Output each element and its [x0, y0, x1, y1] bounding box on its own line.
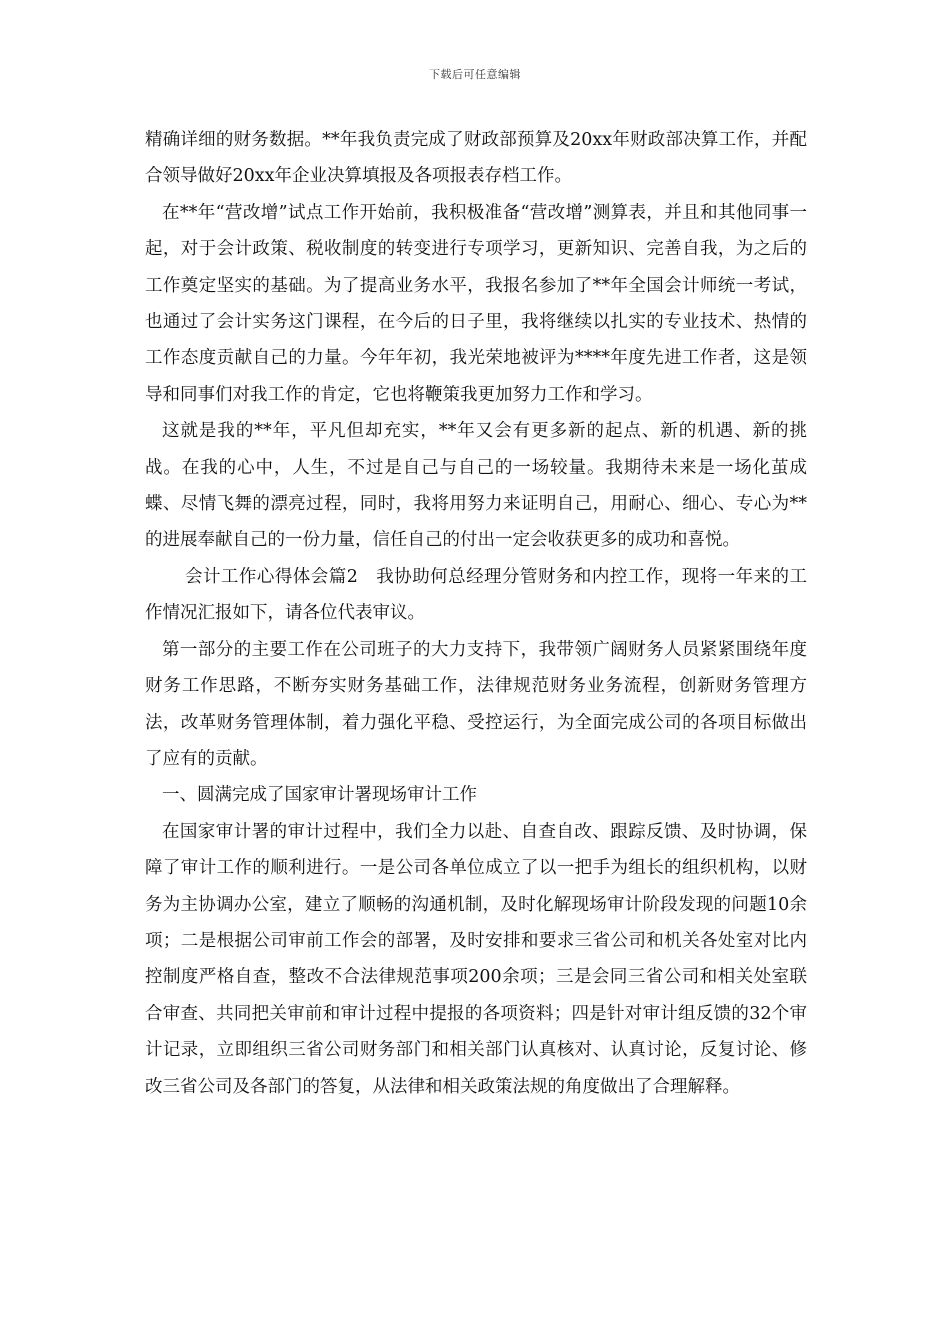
paragraph-2: 在**年“营改增”试点工作开始前，我积极准备“营改增”测算表，并且和其他同事一起，对于会计政策、税收制度的转变进行专项学习，更新知识、完善自我，为之后的工作奠定坚实的基础。为了提高业务水平，我报名参加了**年全国会计师统一考试，也通过了会计实务这门课程，在今后的日子里，我将继续以扎实的专业技术、热情的工作态度贡献自己的力量。今年年初，我光荣地被评为****年度先进工作者，这是领导和同事们对我工作的肯定，它也将鞭策我更加努力工作和学习。 [145, 202, 807, 405]
paragraph-4: 会计工作心得体会篇2 我协助何总经理分管财务和内控工作，现将一年来的工作情况汇报如下，请各位代表审议。 [145, 566, 807, 624]
paragraph-1: 精确详细的财务数据。**年我负责完成了财政部预算及20xx年财政部决算工作，并配合领导做好20xx年企业决算填报及各项报表存档工作。 [145, 130, 807, 187]
paragraph-3: 这就是我的**年，平凡但却充实，**年又会有更多新的起点、新的机遇、新的挑战。在我的心中，人生，不过是自己与自己的一场较量。我期待未来是一场化茧成蝶、尽情飞舞的漂亮过程，同时，我将用努力来证明自己，用耐心、细心、专心为**的进展奉献自己的一份力量，信任自己的付出一定会收获更多的成功和喜悦。 [145, 421, 807, 551]
paragraph-6: 在国家审计署的审计过程中，我们全力以赴、自查自改、跟踪反馈、及时协调，保障了审计工作的顺利进行。一是公司各单位成立了以一把手为组长的组织机构，以财务为主协调办公室，建立了顺畅的沟通机制，及时化解现场审计阶段发现的问题10余项；二是根据公司审前工作会的部署，及时安排和要求三省公司和机关各处室对比内控制度严格自查，整改不合法律规范事项200余项；三是会同三省公司和相关处室联合审查、共同把关审前和审计过程中提报的各项资料；四是针对审计组反馈的32个审计记录，立即组织三省公司财务部门和相关部门认真核对、认真讨论，反复讨论、修改三省公司及各部门的答复，从法律和相关政策法规的角度做出了合理解释。 [145, 821, 807, 1097]
document-body [145, 122, 807, 1105]
section-heading: 一、圆满完成了国家审计署现场审计工作 [162, 785, 477, 806]
paragraph-5: 第一部分的主要工作在公司班子的大力支持下，我带领广阔财务人员紧紧围绕年度财务工作思路，不断夯实财务基础工作，法律规范财务业务流程，创新财务管理方法，改革财务管理体制，着力强化平稳、受控运行，为全面完成公司的各项目标做出了应有的贡献。 [145, 639, 807, 769]
page-header: 下载后可任意编辑 [429, 68, 521, 81]
